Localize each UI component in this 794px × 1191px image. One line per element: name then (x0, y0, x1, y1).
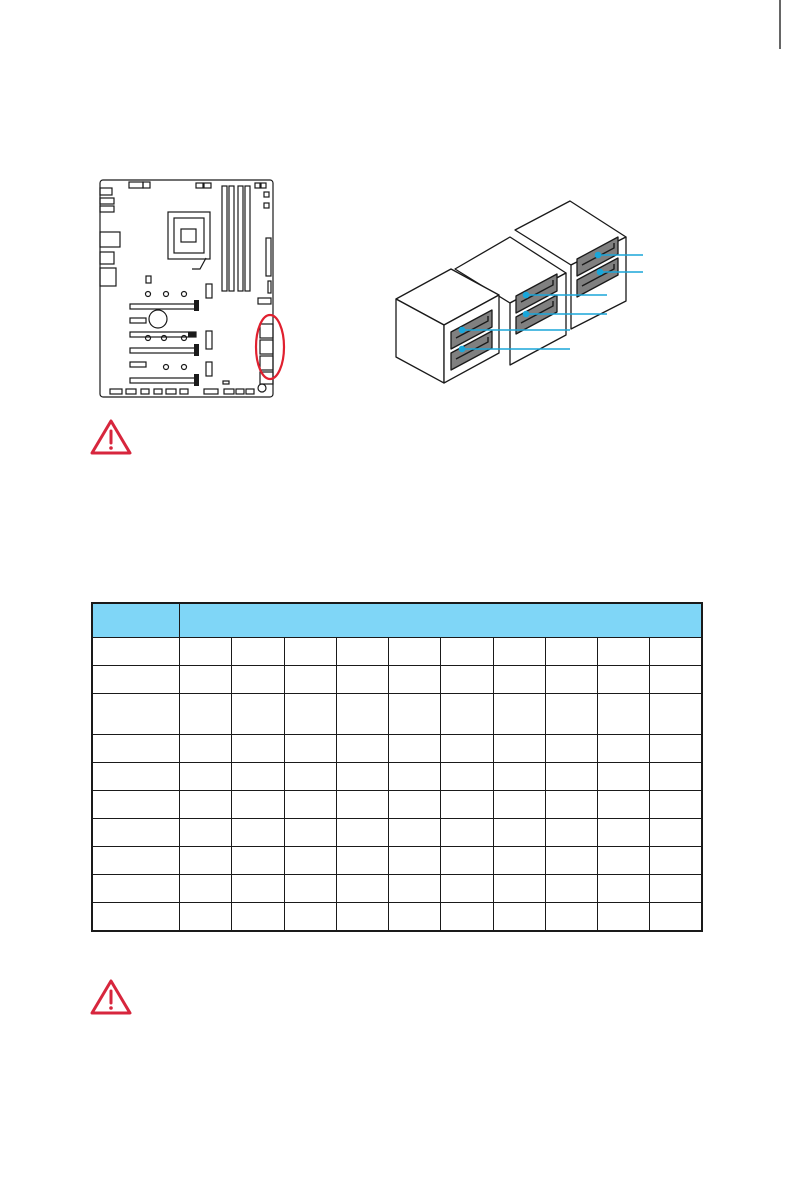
table-cell (180, 694, 232, 735)
table-row-header-cell (92, 735, 180, 763)
table-cell (180, 903, 232, 932)
table-cell (650, 735, 702, 763)
table-row-header-cell (92, 763, 180, 791)
table-cell (284, 735, 336, 763)
table-cell (232, 903, 284, 932)
table-cell (336, 735, 388, 763)
table-row-header-cell (92, 875, 180, 903)
table-cell (441, 819, 493, 847)
sata-ports-diagram (390, 193, 670, 393)
table-cell (493, 819, 545, 847)
table-row-header-cell (92, 903, 180, 932)
table-cell (284, 819, 336, 847)
table-cell (493, 763, 545, 791)
table-header-cell (92, 603, 180, 638)
table-cell (284, 763, 336, 791)
table-row-header-cell (92, 847, 180, 875)
table-cell (441, 735, 493, 763)
warning-triangle-icon (89, 418, 133, 456)
table-row (92, 875, 702, 903)
table-cell (598, 638, 650, 666)
table-cell (284, 875, 336, 903)
table-cell (545, 638, 597, 666)
table-cell (389, 847, 441, 875)
table-cell (232, 847, 284, 875)
table-cell (232, 819, 284, 847)
table-cell (232, 735, 284, 763)
table-cell (389, 763, 441, 791)
table-cell (180, 819, 232, 847)
table-cell (545, 847, 597, 875)
table-cell (441, 763, 493, 791)
page-tab-mark (0, 0, 794, 60)
table-cell (232, 791, 284, 819)
warning-triangle-icon (89, 978, 133, 1016)
table-cell (389, 903, 441, 932)
table-cell (545, 903, 597, 932)
table-cell (441, 847, 493, 875)
table-cell (650, 666, 702, 694)
table-cell (180, 638, 232, 666)
table-cell (441, 791, 493, 819)
table-cell (650, 638, 702, 666)
table-cell (493, 791, 545, 819)
table-cell (389, 735, 441, 763)
table-header-row (92, 603, 702, 638)
table-cell (650, 763, 702, 791)
table-row-header-cell (92, 694, 180, 735)
table-row (92, 819, 702, 847)
table-row (92, 791, 702, 819)
table-cell (493, 735, 545, 763)
table-cell (389, 791, 441, 819)
table-cell (650, 903, 702, 932)
table-row (92, 694, 702, 735)
table-cell (336, 819, 388, 847)
table-cell (284, 903, 336, 932)
motherboard-diagram (96, 176, 296, 406)
table-cell (545, 694, 597, 735)
table-cell (389, 638, 441, 666)
table-cell (232, 875, 284, 903)
table-cell (545, 735, 597, 763)
table-cell (598, 694, 650, 735)
table-cell (493, 694, 545, 735)
table-cell (598, 735, 650, 763)
table-cell (493, 875, 545, 903)
table-row-header-cell (92, 819, 180, 847)
table-cell (598, 763, 650, 791)
table-cell (650, 875, 702, 903)
table-cell (336, 638, 388, 666)
table-row (92, 903, 702, 932)
table-cell (598, 819, 650, 847)
table-cell (180, 847, 232, 875)
table-cell (180, 763, 232, 791)
table-cell (284, 694, 336, 735)
table-cell (598, 875, 650, 903)
table-cell (650, 819, 702, 847)
table-row (92, 638, 702, 666)
table-cell (180, 875, 232, 903)
table-cell (336, 903, 388, 932)
table-cell (493, 847, 545, 875)
table-cell (336, 763, 388, 791)
table-cell (180, 735, 232, 763)
table-cell (284, 638, 336, 666)
table-cell (545, 763, 597, 791)
table-cell (441, 694, 493, 735)
table-cell (232, 694, 284, 735)
table-row (92, 847, 702, 875)
table-cell (389, 875, 441, 903)
table-cell (441, 875, 493, 903)
table-cell (598, 791, 650, 819)
table-cell (284, 847, 336, 875)
table-row (92, 666, 702, 694)
table-cell (284, 791, 336, 819)
table-cell (493, 638, 545, 666)
spec-table (91, 602, 703, 932)
table-cell (232, 763, 284, 791)
table-cell (336, 847, 388, 875)
table-row (92, 735, 702, 763)
table-cell (389, 694, 441, 735)
table-cell (232, 666, 284, 694)
table-cell (598, 666, 650, 694)
table-row (92, 763, 702, 791)
table-cell (650, 694, 702, 735)
table-header-cell (180, 603, 703, 638)
table-cell (180, 791, 232, 819)
table-cell (389, 819, 441, 847)
table-row-header-cell (92, 791, 180, 819)
table-cell (598, 903, 650, 932)
table-cell (545, 791, 597, 819)
table-row-header-cell (92, 666, 180, 694)
table-row-header-cell (92, 638, 180, 666)
table-cell (545, 875, 597, 903)
table-cell (650, 791, 702, 819)
table-cell (441, 638, 493, 666)
table-body (92, 638, 702, 932)
table-cell (493, 903, 545, 932)
table-cell (284, 666, 336, 694)
table-cell (441, 903, 493, 932)
table-cell (336, 875, 388, 903)
table-cell (336, 694, 388, 735)
table-cell (336, 791, 388, 819)
table-cell (545, 666, 597, 694)
table-cell (441, 666, 493, 694)
table-cell (336, 666, 388, 694)
table-cell (493, 666, 545, 694)
table-cell (598, 847, 650, 875)
table-cell (232, 638, 284, 666)
table-cell (650, 847, 702, 875)
table-cell (180, 666, 232, 694)
table-cell (545, 819, 597, 847)
table-cell (389, 666, 441, 694)
